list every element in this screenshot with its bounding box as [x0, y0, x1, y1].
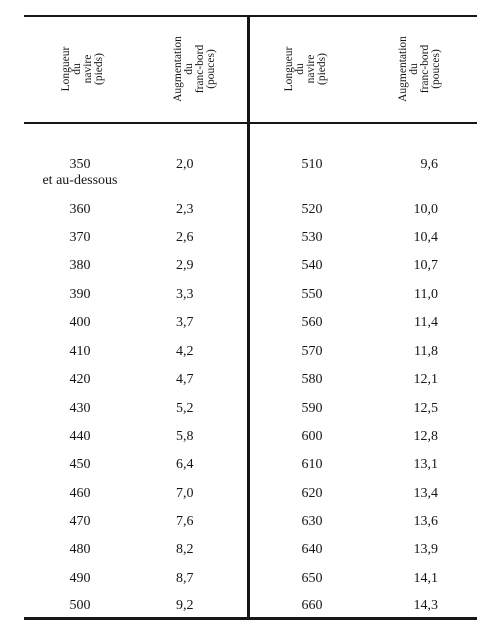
length-cell: 370 — [69, 230, 91, 245]
length-cell: 550 — [301, 287, 323, 302]
header-line: navire — [305, 54, 317, 84]
freeboard-cell: 13,1 — [413, 457, 438, 472]
length-cell: 420 — [69, 372, 91, 387]
freeboard-cell: 14,1 — [413, 571, 438, 586]
freeboard-cell: 13,6 — [413, 514, 438, 529]
freeboard-cell: 2,9 — [176, 258, 194, 273]
length-cell: 590 — [301, 401, 323, 416]
freeboard-cell: 12,5 — [413, 401, 438, 416]
length-cell: 630 — [301, 514, 323, 529]
header-line: du — [294, 63, 306, 75]
length-cell: 450 — [69, 457, 91, 472]
header-line: du — [71, 63, 83, 75]
length-cell: 500 — [69, 598, 91, 613]
length-cell: 440 — [69, 429, 91, 444]
freeboard-cell: 3,7 — [176, 315, 194, 330]
header-line: du — [182, 63, 195, 75]
length-cell: 620 — [301, 486, 323, 501]
freeboard-cell: 5,2 — [176, 401, 194, 416]
freeboard-cell: 5,8 — [176, 429, 194, 444]
freeboard-cell: 8,2 — [176, 542, 194, 557]
freeboard-cell: 10,7 — [413, 258, 438, 273]
freeboard-cell: 6,4 — [176, 457, 194, 472]
freeboard-cell: 2,3 — [176, 202, 194, 217]
freeboard-cell: 7,0 — [176, 486, 194, 501]
length-cell: 660 — [301, 598, 323, 613]
length-cell: 600 — [301, 429, 323, 444]
length-cell: 400 — [69, 315, 91, 330]
header-line: (pieds) — [93, 53, 105, 85]
length-cell: 540 — [301, 258, 323, 273]
freeboard-cell: 3,3 — [176, 287, 194, 302]
freeboard-cell: 11,8 — [414, 344, 438, 359]
header-line: (pieds) — [316, 53, 328, 85]
header-line: franc-bord — [193, 44, 206, 94]
freeboard-cell: 13,4 — [413, 486, 438, 501]
length-cell: 410 — [69, 344, 91, 359]
length-cell: 510 — [301, 157, 323, 172]
header-line: Augmentation — [396, 36, 409, 102]
freeboard-cell: 12,8 — [413, 429, 438, 444]
freeboard-cell: 12,1 — [413, 372, 438, 387]
freeboard-cell: 10,4 — [413, 230, 438, 245]
freeboard-cell: 4,2 — [176, 344, 194, 359]
first-row-note: et au-dessous — [42, 173, 118, 188]
header-line: Augmentation — [171, 36, 184, 102]
header-line: Longueur — [283, 46, 295, 92]
length-cell: 560 — [301, 315, 323, 330]
freeboard-cell: 9,6 — [420, 157, 438, 172]
freeboard-cell: 10,0 — [413, 202, 438, 217]
length-cell: 380 — [69, 258, 91, 273]
header-line: du — [407, 63, 420, 75]
freeboard-cell: 14,3 — [413, 598, 438, 613]
header-line: (pouces) — [204, 49, 217, 89]
freeboard-cell: 11,0 — [414, 287, 438, 302]
length-cell: 580 — [301, 372, 323, 387]
header-line: franc-bord — [418, 44, 431, 94]
length-cell: 470 — [69, 514, 91, 529]
length-cell: 480 — [69, 542, 91, 557]
length-cell: 610 — [301, 457, 323, 472]
length-cell: 390 — [69, 287, 91, 302]
header-line: (pouces) — [429, 49, 442, 89]
length-cell: 490 — [69, 571, 91, 586]
length-cell: 570 — [301, 344, 323, 359]
freeboard-cell: 9,2 — [176, 598, 194, 613]
length-cell: 530 — [301, 230, 323, 245]
freeboard-cell: 11,4 — [414, 315, 438, 330]
header-line: Longueur — [60, 46, 72, 92]
length-cell: 360 — [69, 202, 91, 217]
length-cell: 350 — [69, 157, 91, 172]
freeboard-cell: 7,6 — [176, 514, 194, 529]
length-cell: 640 — [301, 542, 323, 557]
length-cell: 520 — [301, 202, 323, 217]
length-cell: 430 — [69, 401, 91, 416]
freeboard-cell: 2,0 — [176, 157, 194, 172]
header-line: navire — [82, 54, 94, 84]
freeboard-cell: 13,9 — [413, 542, 438, 557]
freeboard-cell: 4,7 — [176, 372, 194, 387]
freeboard-cell: 8,7 — [176, 571, 194, 586]
length-cell: 650 — [301, 571, 323, 586]
freeboard-cell: 2,6 — [176, 230, 194, 245]
length-cell: 460 — [69, 486, 91, 501]
